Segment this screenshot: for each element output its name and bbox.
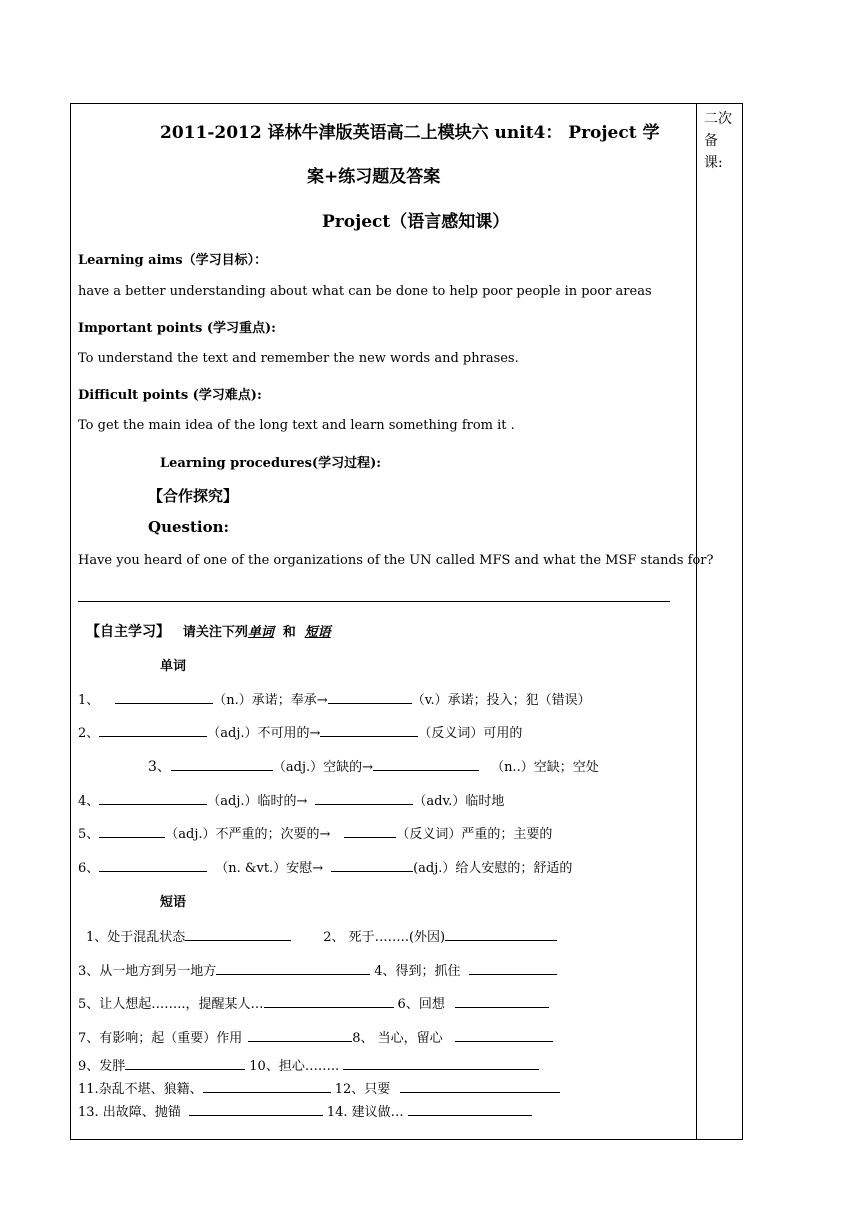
important-text: To understand the text and remember the new words and phrases. [78, 351, 519, 366]
side-note: 二次 备 课: [704, 111, 732, 171]
title-line-2: 案+练习题及答案 [307, 167, 441, 187]
phrase-row-5: 9、发胖 10、担心…….. [78, 1055, 539, 1074]
phrase-row-6: 11.杂乱不堪、狼籍、 12、只要 [78, 1078, 560, 1097]
title-line-1: 2011-2012 译林牛津版英语高二上模块六 unit4： Project 学 [160, 123, 660, 143]
blank[interactable] [469, 962, 557, 975]
word-row-6: 6、 （n. &vt.）安慰→ (adj.）给人安慰的；舒适的 [78, 861, 573, 876]
blank[interactable] [455, 1029, 553, 1042]
blank[interactable] [99, 825, 165, 838]
blank[interactable] [343, 1057, 539, 1070]
phrase-row-2: 3、从一地方到另一地方 4、得到；抓住 [78, 960, 557, 979]
blank[interactable] [189, 1103, 323, 1116]
self-study-heading: 【自主学习】 请关注下列单词 和 短语 [86, 624, 331, 640]
blank[interactable] [320, 724, 418, 737]
phrase-row-3: 5、让人想起……..，提醒某人… 6、回想 [78, 993, 549, 1012]
blank[interactable] [400, 1080, 560, 1093]
question-text: Have you heard of one of the organizations of the UN called MFS and what the MSF stands for? [78, 553, 714, 568]
difficult-label: Difficult points (学习难点): [78, 388, 262, 403]
blank[interactable] [185, 928, 291, 941]
blank[interactable] [331, 859, 413, 872]
word-row-4: 4、 （adj.）临时的→ （adv.）临时地 [78, 794, 505, 809]
blank[interactable] [315, 792, 413, 805]
blank[interactable] [408, 1103, 532, 1116]
word-row-2: 2、 （adj.）不可用的→ （反义词）可用的 [78, 726, 523, 741]
words-heading: 单词 [160, 659, 187, 674]
blank[interactable] [99, 724, 207, 737]
question-label: Question: [148, 518, 230, 536]
blank[interactable] [171, 758, 273, 771]
phrases-heading: 短语 [160, 895, 187, 910]
blank[interactable] [264, 995, 394, 1008]
blank[interactable] [99, 792, 207, 805]
column-divider [696, 103, 697, 1140]
blank[interactable] [328, 691, 412, 704]
important-label: Important points (学习重点): [78, 321, 276, 336]
blank[interactable] [248, 1029, 352, 1042]
aims-text: have a better understanding about what can be done to help poor people in poor areas [78, 284, 652, 299]
word-row-1: 1、 （n.）承诺；奉承→ （v.）承诺；投入；犯（错误） [78, 693, 591, 708]
blank[interactable] [216, 962, 370, 975]
blank[interactable] [455, 995, 549, 1008]
difficult-text: To get the main idea of the long text and learn something from it . [78, 418, 515, 433]
blank[interactable] [445, 928, 557, 941]
divider-line [78, 601, 670, 602]
blank[interactable] [344, 825, 396, 838]
cooperate-heading: 【合作探究】 [148, 487, 239, 505]
phrase-row-4: 7、有影响；起（重要）作用 8、 当心，留心 [78, 1027, 553, 1046]
blank[interactable] [99, 859, 207, 872]
blank[interactable] [373, 758, 479, 771]
procedures-heading: Learning procedures(学习过程): [160, 456, 382, 471]
phrase-row-1: 1、处于混乱状态 2、 死于……..(外因) [86, 926, 557, 945]
blank[interactable] [203, 1080, 331, 1093]
word-row-3: 3、 （adj.）空缺的→ （n..）空缺；空处 [148, 759, 599, 775]
blank[interactable] [115, 691, 213, 704]
phrase-row-7: 13. 出故障、抛锚 14. 建议做… [78, 1101, 532, 1120]
word-row-5: 5、 （adj.）不严重的；次要的→ （反义词）严重的；主要的 [78, 827, 553, 842]
aims-label: Learning aims（学习目标）： [78, 253, 268, 268]
subtitle: Project（语言感知课） [322, 212, 510, 232]
blank[interactable] [125, 1057, 245, 1070]
